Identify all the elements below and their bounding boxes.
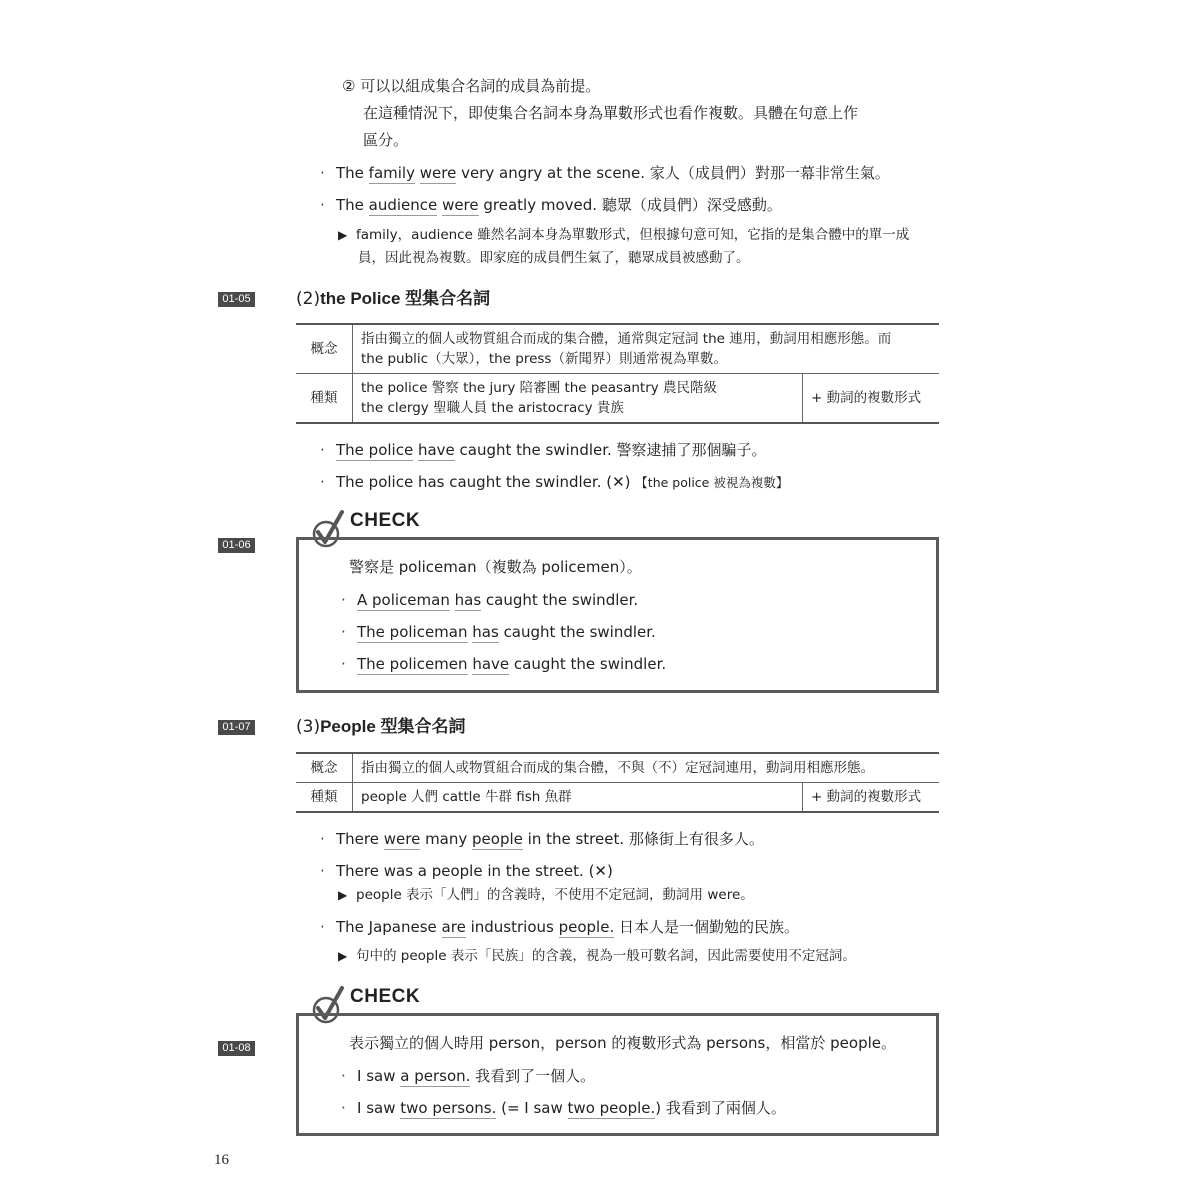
- bullet-dot: ·: [320, 862, 325, 880]
- bullet-dot: ·: [320, 164, 325, 182]
- concept-label: 概念: [296, 324, 353, 374]
- arrow-icon: ▶: [338, 888, 348, 902]
- check-2-line-2: · I saw two persons. (= I saw two people.) 我看到了兩個人。: [341, 1099, 786, 1117]
- bullet-dot: ·: [320, 196, 325, 214]
- section-3-heading: (3)People 型集合名詞: [296, 717, 466, 737]
- types-text: people 人們 cattle 牛群 fish 魚群: [353, 783, 803, 813]
- bullet-dot: ·: [341, 1099, 346, 1117]
- types-text: the police 警察 the jury 陪審團 the peasantry 農民階級 the clergy 聖職人員 the aristocracy 貴族: [353, 374, 803, 424]
- note-family-audience-line2: 員，因此視為複數。即家庭的成員們生氣了，聽眾成員被感動了。: [358, 250, 750, 266]
- bullet-dot: ·: [341, 623, 346, 641]
- verb-form-cell: + 動詞的複數形式: [803, 783, 940, 813]
- police-type-table: [296, 323, 939, 424]
- types-label: 種類: [296, 783, 353, 813]
- example-police-has: · The police has caught the swindler. (✕) 【the police 被視為複數】: [320, 473, 789, 491]
- note-family-audience-line1: ▶ family，audience 雖然名詞本身為單數形式，但根據句意可知，它指的是集合體中的單一成: [338, 227, 910, 243]
- check-1-line-2: · The policeman has caught the swindler.: [341, 623, 656, 641]
- check-1-intro: 警察是 policeman（複數為 policemen）。: [349, 558, 642, 576]
- bullet-dot: ·: [341, 655, 346, 673]
- note-people-nation: ▶ 句中的 people 表示「民族」的含義，視為一般可數名詞，因此需要使用不定冠詞。: [338, 948, 856, 964]
- page-number: 16: [214, 1152, 229, 1168]
- section-tag: 01-08: [218, 1041, 255, 1056]
- arrow-icon: ▶: [338, 228, 348, 242]
- section-tag: 01-07: [218, 720, 255, 735]
- verb-form-cell: + 動詞的複數形式: [803, 374, 940, 424]
- note-people-meaning: ▶ people 表示「人們」的含義時，不使用不定冠詞，動詞用 were。: [338, 887, 754, 903]
- arrow-icon: ▶: [338, 949, 348, 963]
- concept-text: 指由獨立的個人或物質組合而成的集合體，通常與定冠詞 the 連用，動詞用相應形態。而 the public（大眾），the press（新聞界）則通常視為單數。: [361, 331, 892, 367]
- concept-text: 指由獨立的個人或物質組合而成的集合體，不與（不）定冠詞連用，動詞用相應形態。: [361, 760, 874, 776]
- section-2-heading: (2)the Police 型集合名詞: [296, 289, 491, 309]
- example-japanese-people: · The Japanese are industrious people. 日本人是一個勤勉的民族。: [320, 918, 799, 936]
- bullet-dot: ·: [320, 830, 325, 848]
- bullet-dot: ·: [320, 473, 325, 491]
- bullet-dot: ·: [341, 1067, 346, 1085]
- bullet-dot: ·: [320, 441, 325, 459]
- check-1-line-3: · The policemen have caught the swindler.: [341, 655, 667, 673]
- concept-label: 概念: [296, 753, 353, 783]
- example-audience: · The audience were greatly moved. 聽眾（成員們）深受感動。: [320, 196, 782, 214]
- point-2-text-line2: 區分。: [363, 131, 409, 149]
- section-tag: 01-06: [218, 538, 255, 553]
- check-1-line-1: · A policeman has caught the swindler.: [341, 591, 639, 609]
- bullet-dot: ·: [320, 918, 325, 936]
- point-2-heading: ② 可以以組成集合名詞的成員為前提。: [342, 77, 601, 95]
- check-2-intro: 表示獨立的個人時用 person，person 的複數形式為 persons，相當於 people。: [349, 1034, 896, 1052]
- bullet-dot: ·: [341, 591, 346, 609]
- check-2-line-1: · I saw a person. 我看到了一個人。: [341, 1067, 596, 1085]
- example-family: · The family were very angry at the scene. 家人（成員們）對那一幕非常生氣。: [320, 164, 890, 182]
- types-label: 種類: [296, 374, 353, 424]
- people-type-table: [296, 752, 939, 813]
- example-a-people-wrong: · There was a people in the street. (✕): [320, 862, 613, 880]
- section-tag: 01-05: [218, 292, 255, 307]
- point-2-text-line1: 在這種情況下，即使集合名詞本身為單數形式也看作複數。具體在句意上作: [363, 104, 859, 122]
- example-police-have: · The police have caught the swindler. 警察逮捕了那個騙子。: [320, 441, 767, 459]
- example-many-people: · There were many people in the street. 那條街上有很多人。: [320, 830, 764, 848]
